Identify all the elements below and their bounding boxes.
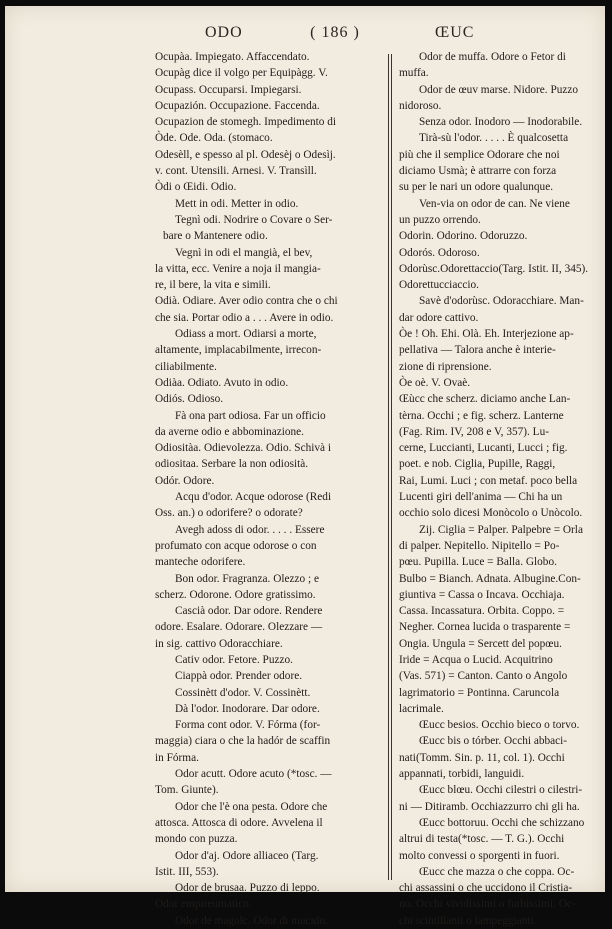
dictionary-line: re, il bere, la vita e simili.	[155, 279, 271, 292]
dictionary-line: zione di riprensione.	[399, 360, 492, 373]
dictionary-line: Vegnì in odi el mangià, el bev,	[175, 246, 313, 259]
dictionary-line: in sig. cattivo Odoracchiare.	[155, 637, 283, 650]
dictionary-line: pœu. Pupilla. Luce = Balla. Globo.	[399, 556, 557, 569]
dictionary-line: scherz. Odorone. Odore gratissimo.	[155, 588, 316, 601]
dictionary-line: Odorós. Odoroso.	[399, 246, 480, 259]
dictionary-line: Ven-via on odor de can. Ne viene	[419, 197, 570, 210]
dictionary-line: Odor de muffa. Odore o Fetor di	[419, 51, 566, 63]
dictionary-line: cerne, Luccianti, Lucanti, Lucci ; fig.	[399, 442, 568, 455]
dictionary-line: muffa.	[399, 67, 429, 80]
dictionary-line: Odià. Odiare. Aver odio contra che o chi	[155, 295, 338, 308]
dictionary-line: giuntiva = Cassa o Incava. Occhiaja.	[399, 588, 565, 601]
dictionary-line: Tegnì odi. Nodrire o Covare o Ser-	[175, 213, 333, 226]
dictionary-line: Tirà-sù l'odor. . . . . È qualcosetta	[419, 132, 569, 145]
dictionary-line: Odiós. Odioso.	[155, 393, 224, 406]
dictionary-line: molto convessi o sporgenti in fuori.	[399, 849, 560, 862]
dictionary-line: Œucc che mazza o che coppa. Oc-	[419, 865, 575, 878]
right-column	[399, 49, 595, 929]
dictionary-line: Acqu d'odor. Acque odorose (Redi	[175, 491, 332, 504]
dictionary-line: chi scintillanti o lampeggianti.	[399, 914, 537, 927]
dictionary-line: Cassa. Incassatura. Orbita. Coppo. =	[399, 605, 565, 618]
dictionary-line: appannati, torbidi, languidi.	[399, 768, 525, 781]
dictionary-line: nati(Tomm. Sin. p. 11, col. 1). Occhi	[399, 751, 565, 764]
dictionary-line: Odor de magolc. Odor di mucido.	[175, 914, 328, 927]
dictionary-line: Lucenti giri dell'anima — Chi ha un	[399, 491, 563, 504]
dictionary-line: altamente, implacabilmente, irrecon-	[155, 344, 322, 357]
dictionary-line: ni — Ditiramb. Occhiazzurro chi gli ha.	[399, 800, 580, 813]
dictionary-line: tèrna. Occhi ; e fig. scherz. Lanterne	[399, 409, 564, 422]
dictionary-line: lacrimale.	[399, 702, 444, 715]
dictionary-line: lagrimatorio = Pontinna. Caruncola	[399, 686, 560, 699]
dictionary-line: Òe oè. V. Ovaè.	[399, 376, 471, 389]
dictionary-line: Forma cont odor. V. Fórma (for-	[175, 719, 321, 732]
dictionary-line: Œucc bis o tórber. Occhi abbaci-	[419, 735, 568, 748]
dictionary-line: Odiass a mort. Odiarsi a morte,	[175, 328, 317, 341]
dictionary-line: Negher. Cornea lucida o trasparente =	[399, 621, 571, 634]
dictionary-line: Tom. Giunte).	[155, 784, 219, 797]
dictionary-line: Rai, Lumi. Luci ; con metaf. poco bella	[399, 474, 578, 487]
dictionary-line: Odorin. Odorino. Odoruzzo.	[399, 230, 528, 243]
dictionary-line: altrui di testa(*tosc. — T. G.). Occhi	[399, 833, 565, 846]
dictionary-line: Bulbo = Bianch. Adnata. Albugine.Con-	[399, 572, 581, 585]
column-divider	[388, 54, 389, 880]
dictionary-line: no. Occhi vividissimi o furbissimi. Oc-	[399, 898, 576, 911]
dictionary-line: Odorettucciaccio.	[399, 279, 479, 292]
dictionary-line: Œucc blœu. Occhi cilestri o cilestri-	[419, 784, 583, 797]
page-number: ( 186 )	[310, 24, 360, 41]
dictionary-line: Odor d'aj. Odore alliaceo (Targ.	[175, 849, 319, 862]
dictionary-line: Cascià odor. Dar odore. Rendere	[175, 605, 323, 618]
dictionary-line: poet. e nob. Ciglia, Pupille, Raggi,	[399, 458, 556, 471]
dictionary-line: Istit. III, 553).	[155, 865, 219, 878]
dictionary-line: Zij. Ciglia = Palper. Palpebre = Orla	[419, 523, 583, 536]
dictionary-line: Odor de œuv marse. Nidore. Puzzo	[419, 83, 579, 96]
dictionary-line: Oss. an.) o odorifere? o odorate?	[155, 507, 303, 520]
dictionary-line: Œucc bottoruu. Occhi che schizzano	[419, 816, 585, 829]
dictionary-line: Òdi o Œidi. Odio.	[155, 181, 237, 194]
dictionary-line: Odor acutt. Odore acuto (*tosc. —	[175, 768, 332, 781]
dictionary-line: Ciappà odor. Prender odore.	[175, 670, 303, 683]
dictionary-line: Bon odor. Fragranza. Olezzo ; e	[175, 572, 319, 585]
dictionary-line: Ocupazión. Occupazione. Faccenda.	[155, 99, 320, 112]
dictionary-line: Œucc besios. Occhio bieco o torvo.	[419, 719, 580, 732]
dictionary-line: Òe ! Oh. Ehi. Olà. Eh. Interjezione ap-	[399, 328, 574, 341]
dictionary-line: Savè d'odorùsc. Odoracchiare. Man-	[419, 295, 584, 308]
dictionary-line: Fà ona part odiosa. Far un officio	[175, 409, 326, 422]
dictionary-line: di palper. Nepitello. Nipitello = Po-	[399, 539, 560, 552]
dictionary-line: che sia. Portar odio a . . . Avere in odio.	[155, 311, 334, 324]
column-divider	[391, 54, 392, 880]
dictionary-line: attosca. Attosca di odore. Avvelena il	[155, 816, 323, 829]
dictionary-line: Odesèll, e spesso al pl. Odesèj o Odesìj.	[155, 148, 336, 161]
dictionary-line: diciamo Usmà; è attrarre con forza	[399, 165, 557, 178]
dictionary-line: Cativ odor. Fetore. Puzzo.	[175, 653, 293, 666]
dictionary-line: Avegh adoss di odor. . . . . Essere	[175, 523, 325, 536]
dictionary-line: Senza odor. Inodoro — Inodorabile.	[419, 116, 583, 129]
dictionary-line: (Fag. Rim. IV, 208 e V, 357). Lu-	[399, 425, 549, 438]
dictionary-line: odiositaa. Serbare la non odiosità.	[155, 458, 309, 471]
dictionary-line: ciliabilmente.	[155, 360, 217, 373]
dictionary-line: v. cont. Utensili. Arnesi. V. Transìll.	[155, 165, 317, 178]
dictionary-line: Ocupazion de stomegh. Impedimento di	[155, 116, 337, 129]
dictionary-line: pellativa — Talora anche è interie-	[399, 344, 556, 357]
dictionary-line: Odor empireumatico.	[155, 898, 252, 911]
dictionary-line: Ocupàa. Impiegato. Affaccendato.	[155, 51, 310, 63]
dictionary-line: chi assassini o che uccidono il Cristia-	[399, 882, 573, 895]
page-sheet	[5, 6, 605, 927]
dictionary-line: (Vas. 571) = Canton. Canto o Angolo	[399, 670, 568, 683]
running-header	[5, 24, 605, 44]
dictionary-line: Ongia. Ungula = Sercett del popœu.	[399, 637, 562, 650]
dictionary-line: un puzzo orrendo.	[399, 213, 481, 226]
dictionary-line: Mett in odi. Metter in odio.	[175, 197, 299, 210]
dictionary-line: bare o Mantenere odio.	[163, 230, 268, 243]
dictionary-line: Dà l'odor. Inodorare. Dar odore.	[175, 702, 320, 715]
dictionary-line: Odor che l'è ona pesta. Odore che	[175, 800, 328, 813]
dictionary-line: da averne odio e abbominazione.	[155, 425, 304, 438]
dictionary-line: Odór. Odore.	[155, 474, 215, 487]
dictionary-line: Ocupass. Occuparsi. Impiegarsi.	[155, 83, 302, 96]
dictionary-line: Odor de brusaa. Puzzo di leppo.	[175, 882, 320, 895]
dictionary-line: mondo con puzza.	[155, 833, 238, 846]
dictionary-line: in Fórma.	[155, 751, 199, 764]
dictionary-line: su per le nari un odore qualunque.	[399, 181, 554, 194]
dictionary-line: dar odore cattivo.	[399, 311, 479, 324]
dictionary-line: maggia) ciara o che la hadór de scaffin	[155, 735, 331, 748]
dictionary-line: nidoroso.	[399, 99, 442, 112]
dictionary-line: Odiositàa. Odievolezza. Odio. Schivà i	[155, 442, 331, 455]
dictionary-line: manteche odorifere.	[155, 556, 246, 569]
dictionary-line: Odorùsc.Odorettaccio(Targ. Istit. II, 345).	[399, 262, 589, 275]
dictionary-line: Ocupàg dice il volgo per Equipàgg. V.	[155, 67, 328, 80]
dictionary-line: Cossinètt d'odor. V. Cossinètt.	[175, 686, 311, 699]
left-column	[155, 49, 381, 929]
dictionary-line: più che il semplice Odorare che noi	[399, 148, 560, 161]
dictionary-line: odore. Esalare. Odorare. Olezzare —	[155, 621, 323, 634]
dictionary-line: la vitta, ecc. Venire a noja il mangia-	[155, 262, 321, 275]
header-left-word: ODO	[205, 24, 243, 41]
dictionary-line: Odiàa. Odiato. Avuto in odio.	[155, 376, 289, 389]
dictionary-line: Œùcc che scherz. diciamo anche Lan-	[399, 393, 571, 406]
dictionary-line: profumato con acque odorose o con	[155, 539, 317, 552]
dictionary-line: Òde. Ode. Oda. (stomaco.	[155, 132, 273, 145]
dictionary-line: Iride = Acqua o Lucid. Acquitrino	[399, 653, 553, 666]
dictionary-line: occhio solo dicesi Monòcolo o Unòcolo.	[399, 507, 583, 520]
header-right-word: ŒUC	[435, 24, 475, 41]
